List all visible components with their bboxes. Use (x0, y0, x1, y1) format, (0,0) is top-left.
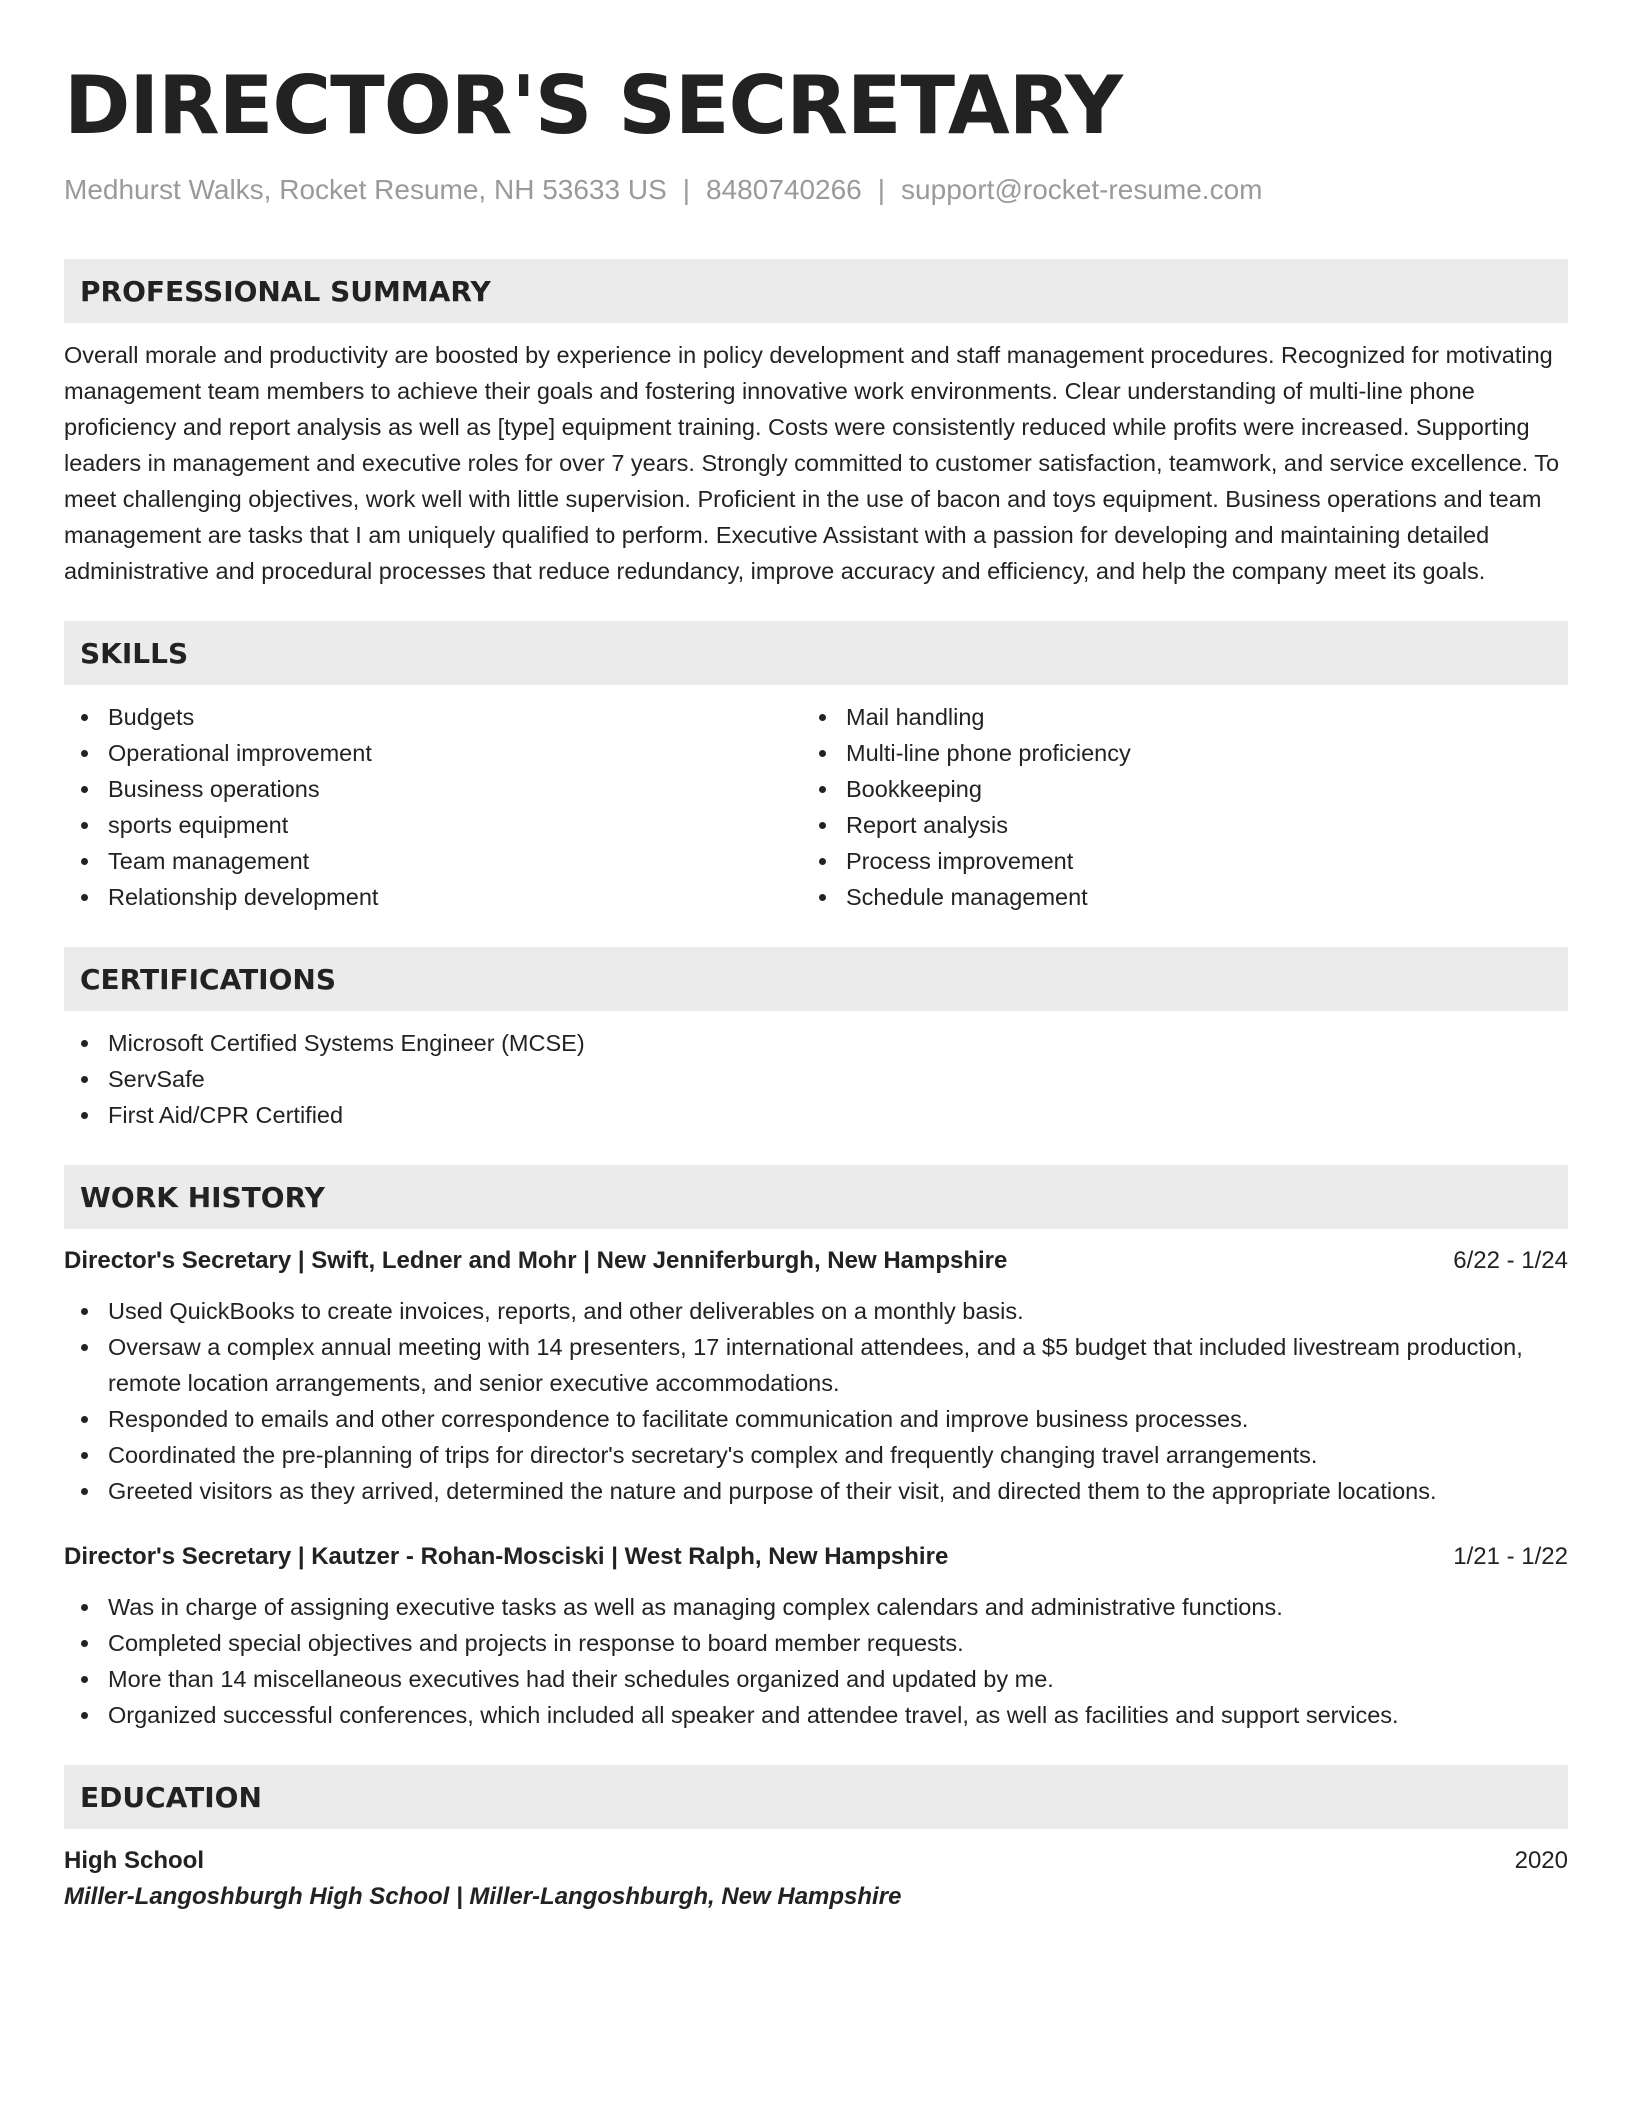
job-title: Director's Secretary | Kautzer - Rohan-Mosciski | West Ralph, New Hampshire (64, 1543, 949, 1570)
job-bullet: Responded to emails and other correspondence to facilitate communication and improve business processes. (64, 1401, 1568, 1437)
job-header (64, 1243, 1568, 1279)
job-bullet: Oversaw a complex annual meeting with 14 presenters, 17 international attendees, and a $5 budget that included livestream production, remote location arrangements, and senior executive accommodations. (64, 1329, 1568, 1401)
certifications-list (64, 1025, 1568, 1133)
job-dates: 6/22 - 1/24 (1453, 1247, 1568, 1274)
job-bullet: Organized successful conferences, which included all speaker and attendee travel, as well as facilities and support services. (64, 1697, 1568, 1733)
job-bullet: Was in charge of assigning executive tasks as well as managing complex calendars and administrative functions. (64, 1589, 1568, 1625)
candidate-name: DIRECTOR'S SECRETARY (64, 59, 1122, 152)
education-header (64, 1843, 1568, 1879)
section-heading-certifications: CERTIFICATIONS (64, 947, 1568, 1011)
skills-list-left (64, 699, 802, 915)
contact-separator: | (682, 174, 691, 205)
job-entry (64, 1243, 1568, 1509)
contact-separator: | (877, 174, 886, 205)
skill-item: Bookkeeping (802, 771, 1568, 807)
skill-item: Budgets (64, 699, 802, 735)
job-bullet: Used QuickBooks to create invoices, reports, and other deliverables on a monthly basis. (64, 1293, 1568, 1329)
certification-item: First Aid/CPR Certified (64, 1097, 1568, 1133)
certification-item: ServSafe (64, 1061, 1568, 1097)
skills-grid (64, 699, 1568, 915)
skill-item: Relationship development (64, 879, 802, 915)
job-bullet: Coordinated the pre-planning of trips for director's secretary's complex and frequently changing travel arrangements. (64, 1437, 1568, 1473)
education-entry (64, 1843, 1568, 1915)
skill-item: Process improvement (802, 843, 1568, 879)
skill-item: sports equipment (64, 807, 802, 843)
education-year: 2020 (1514, 1847, 1568, 1874)
job-bullets (64, 1589, 1568, 1733)
contact-line (64, 172, 1568, 208)
skill-item: Business operations (64, 771, 802, 807)
section-heading-summary: PROFESSIONAL SUMMARY (64, 259, 1568, 323)
skills-list-right (802, 699, 1568, 915)
job-bullet: Completed special objectives and projects in response to board member requests. (64, 1625, 1568, 1661)
skill-item: Multi-line phone proficiency (802, 735, 1568, 771)
education-school: Miller-Langoshburgh High School | Miller-Langoshburgh, New Hampshire (64, 1883, 902, 1910)
job-bullet: Greeted visitors as they arrived, determined the nature and purpose of their visit, and directed them to the appropriate locations. (64, 1473, 1568, 1509)
contact-address: Medhurst Walks, Rocket Resume, NH 53633 US (64, 174, 667, 205)
certification-item: Microsoft Certified Systems Engineer (MCSE) (64, 1025, 1568, 1061)
job-entry (64, 1539, 1568, 1733)
skill-item: Schedule management (802, 879, 1568, 915)
skill-item: Team management (64, 843, 802, 879)
section-heading-education: EDUCATION (64, 1765, 1568, 1829)
section-heading-skills: SKILLS (64, 621, 1568, 685)
summary-text: Overall morale and productivity are boosted by experience in policy development and staff management procedures. Recognized for motivating management team members to achieve their goals and fostering innovative work environments. Clear understanding of multi-line phone proficiency and report analysis as well as [type] equipment training. Costs were consistently reduced while profits were increased. Supporting leaders in management and executive roles for over 7 years. Strongly committed to customer satisfaction, teamwork, and service excellence. To meet challenging objectives, work well with little supervision. Proficient in the use of bacon and toys equipment. Business operations and team management are tasks that I am uniquely qualified to perform. Executive Assistant with a passion for developing and maintaining detailed administrative and procedural processes that reduce redundancy, improve accuracy and efficiency, and help the company meet its goals. (64, 342, 1560, 584)
job-bullet: More than 14 miscellaneous executives had their schedules organized and updated by me. (64, 1661, 1568, 1697)
job-header (64, 1539, 1568, 1575)
skill-item: Report analysis (802, 807, 1568, 843)
contact-email: support@rocket-resume.com (901, 174, 1263, 205)
job-title: Director's Secretary | Swift, Ledner and Mohr | New Jenniferburgh, New Hampshire (64, 1247, 1008, 1274)
education-degree: High School (64, 1847, 204, 1874)
skill-item: Operational improvement (64, 735, 802, 771)
job-bullets (64, 1293, 1568, 1509)
skill-item: Mail handling (802, 699, 1568, 735)
section-heading-work-history: WORK HISTORY (64, 1165, 1568, 1229)
job-dates: 1/21 - 1/22 (1453, 1543, 1568, 1570)
contact-phone: 8480740266 (706, 174, 862, 205)
